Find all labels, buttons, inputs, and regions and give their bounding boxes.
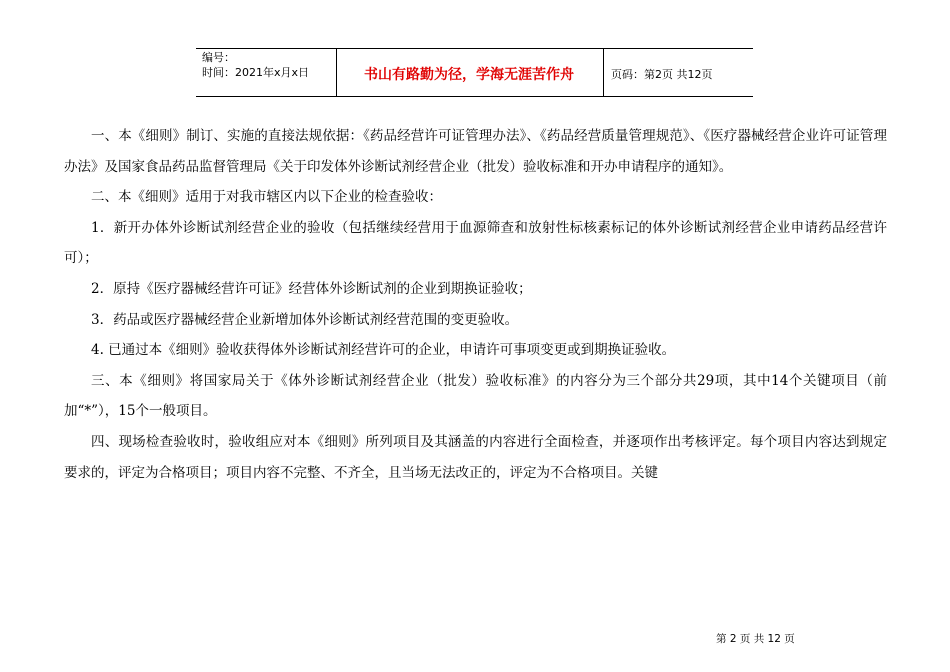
paragraph-2: 二、本《细则》适用于对我市辖区内以下企业的检查验收： (91, 189, 442, 206)
document-number-label: 编号： (202, 51, 235, 64)
header-page-info: 页码：第2页 共12页 (611, 68, 713, 81)
document-time: 时间：2021年x月x日 (202, 66, 310, 79)
header-top-rule (196, 48, 753, 49)
page-header (196, 48, 753, 97)
paragraph-5: 3．药品或医疗器械经营企业新增加体外诊断试剂经营范围的变更验收。 (91, 311, 519, 328)
header-divider-left (336, 48, 337, 97)
document-body (64, 121, 887, 488)
header-bottom-rule (196, 96, 753, 97)
header-motto: 书山有路勤为径，学海无涯苦作舟 (364, 67, 574, 83)
paragraph-8: 四、现场检查验收时，验收组应对本《细则》所列项目及其涵盖的内容进行全面检查，并逐项作出考核评定。每个项目内容达到规定要求的，评定为合格项目；项目内容不完整、不齐全，且当场无法改正的，评定为不合格项目。关键 (64, 433, 887, 481)
page-footer: 第 2 页 共 12 页 (716, 633, 795, 645)
paragraph-3: 1．新开办体外诊断试剂经营企业的验收（包括继续经营用于血源筛查和放射性标核素标记的体外诊断试剂经营企业申请药品经营许可）； (64, 219, 887, 267)
paragraph-6: 4. 已通过本《细则》验收获得体外诊断试剂经营许可的企业，申请许可事项变更或到期换证验收。 (91, 342, 676, 359)
header-divider-right (603, 48, 604, 97)
paragraph-1: 一、本《细则》制订、实施的直接法规依据：《药品经营许可证管理办法》、《药品经营质量管理规范》、《医疗器械经营企业许可证管理办法》及国家食品药品监督管理局《关于印发体外诊断试剂经营企业（批发）验收标准和开办申请程序的通知》。 (64, 128, 887, 175)
header-left-cell (202, 50, 309, 80)
paragraph-4: 2．原持《医疗器械经营许可证》经营体外诊断试剂的企业到期换证验收； (91, 280, 532, 297)
paragraph-7: 三、本《细则》将国家局关于《体外诊断试剂经营企业（批发）验收标准》的内容分为三个部分共29项，其中14个关键项目（前加“*”），15个一般项目。 (64, 372, 887, 420)
